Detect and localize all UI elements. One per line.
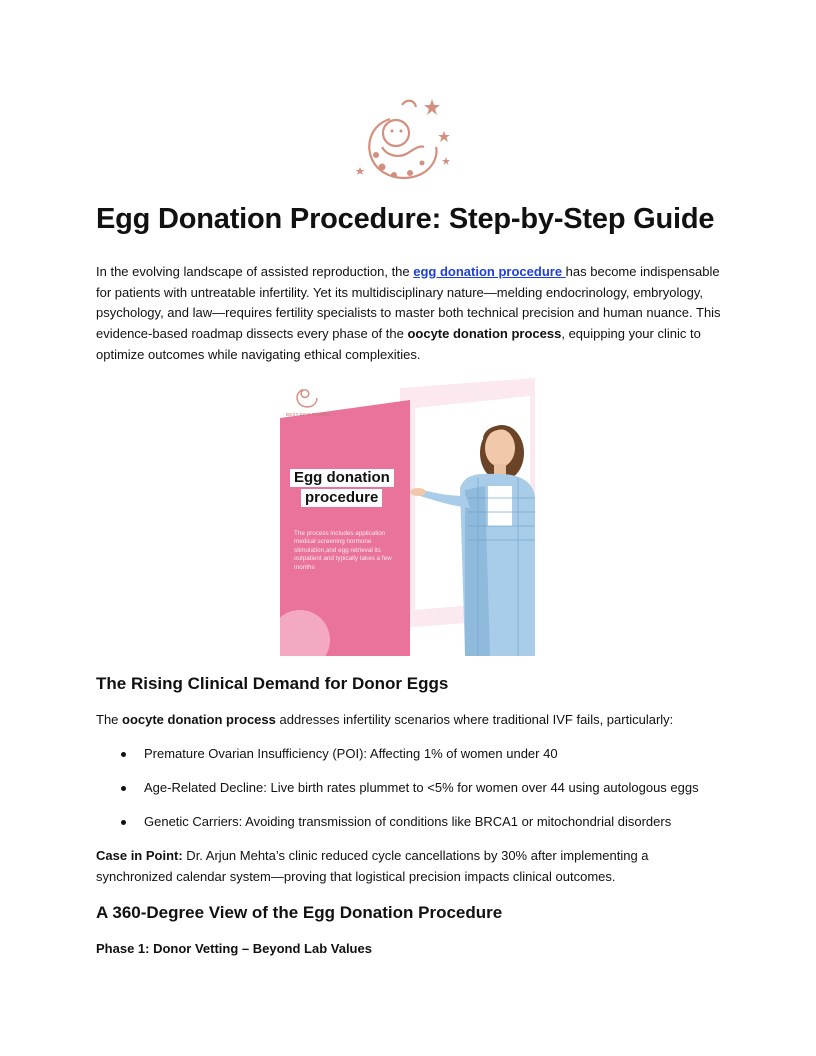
page-title: Egg Donation Procedure: Step-by-Step Guide [96,203,715,235]
section1-lead [96,710,726,731]
section-heading-360: A 360-Degree View of the Egg Donation Procedure [96,903,503,922]
bullet-list [118,744,699,846]
intro-bold-term: oocyte donation process [407,326,562,342]
lead-text: The [96,712,123,727]
hero-title-line1: Egg donation [290,469,394,487]
lead-text-end: addresses infertility scenarios where traditional IVF fails, particularly: [275,712,674,727]
hero-brand-text: BEST EGG DONOR [286,412,330,417]
list-item: Premature Ovarian Insufficiency (POI): Affecting 1% of women under 40 [118,744,699,778]
list-item: Genetic Carriers: Avoiding transmission of conditions like BRCA1 or mitochondrial disorders [118,812,699,846]
hero-title-line2: procedure [301,489,382,507]
section-heading-demand: The Rising Clinical Demand for Donor Eggs [96,674,449,693]
intro-paragraph [96,262,726,366]
hero-image [280,378,535,656]
intro-text: In the evolving landscape of assisted reproduction, the [96,264,414,279]
lead-bold-term: oocyte donation process [122,712,276,727]
case-text: Dr. Arjun Mehta’s clinic reduced cycle cancellations by 30% after implementing a synchronized calendar system—proving that logistical precision impacts clinical outcomes. [96,848,649,884]
hero-logo-icon [292,382,322,410]
list-item: Age-Related Decline: Live birth rates plummet to <5% for women over 44 using autologous eggs [118,778,699,812]
phase1-heading: Phase 1: Donor Vetting – Beyond Lab Values [96,941,372,956]
case-label: Case in Point: [96,848,183,863]
case-in-point-paragraph [96,846,726,887]
intro-text-cont: has become indispensable for patients with untreatable infertility. Yet its multidisciplinary nature—melding endocrinology, embryology, psychology, and law—requires fertility specialists to master both technical precision and human nuance. This evidence-based roadmap dissects every phase of the [96,264,721,342]
hero-body-text: The process includes application medical screening hormone stimulation,and egg retrieval its outpatient and typically takes a few months [294,530,392,571]
baby-moon-logo-icon [352,95,454,187]
hero-illustration [280,378,535,656]
intro-text-end: , equipping your clinic to optimize outcomes while navigating ethical complexities. [96,326,701,362]
egg-donation-procedure-link[interactable]: egg donation procedure [413,264,566,279]
